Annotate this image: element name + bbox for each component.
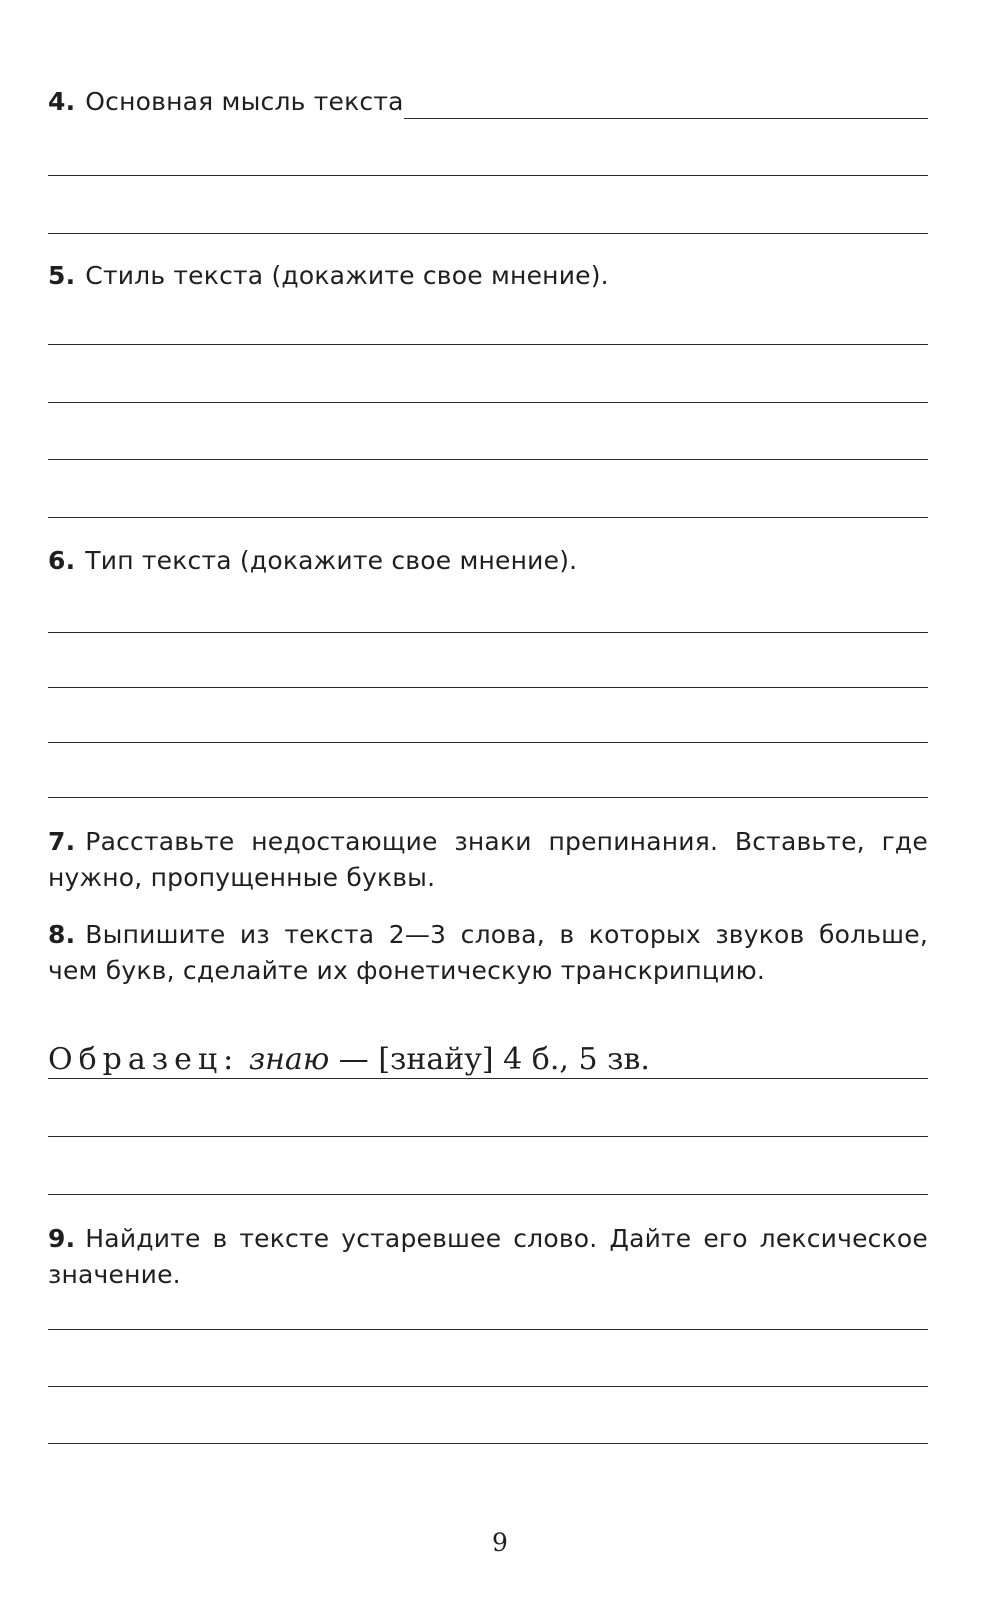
answer-line[interactable]	[48, 402, 928, 403]
sample-word: знаю	[248, 1042, 330, 1077]
answer-line[interactable]	[48, 517, 928, 518]
question-7	[48, 824, 928, 896]
question-number: 5.	[48, 261, 76, 290]
answer-line[interactable]	[404, 118, 928, 119]
question-text: Стиль текста (докажите свое мнение).	[85, 261, 609, 290]
answer-line[interactable]	[48, 687, 928, 688]
sample-dash: —	[338, 1042, 369, 1077]
answer-line[interactable]	[48, 1078, 928, 1079]
question-number: 4.	[48, 87, 76, 116]
question-9	[48, 1221, 928, 1293]
page-number: 9	[492, 1528, 508, 1557]
question-4	[48, 84, 928, 120]
question-text: Выпишите из текста 2—3 слова, в которых звуков больше, чем букв, сделайте их фонетическую транскрипцию.	[48, 920, 928, 985]
sample-label: Образец:	[48, 1042, 240, 1077]
question-number: 8.	[48, 920, 76, 949]
question-8	[48, 917, 928, 989]
answer-line[interactable]	[48, 233, 928, 234]
answer-line[interactable]	[48, 1386, 928, 1387]
answer-line[interactable]	[48, 742, 928, 743]
answer-line[interactable]	[48, 632, 928, 633]
answer-line[interactable]	[48, 1136, 928, 1137]
sample-transcription: [знайу] 4 б., 5 зв.	[378, 1042, 650, 1077]
question-number: 6.	[48, 546, 76, 575]
question-text: Расставьте недостающие знаки препинания. Вставьте, где нужно, пропущенные буквы.	[48, 827, 928, 892]
answer-line[interactable]	[48, 459, 928, 460]
answer-line[interactable]	[48, 344, 928, 345]
question-text: Найдите в тексте устаревшее слово. Дайте его лексическое значение.	[48, 1224, 928, 1289]
question-number: 7.	[48, 827, 76, 856]
question-5	[48, 258, 928, 294]
answer-line[interactable]	[48, 797, 928, 798]
answer-line[interactable]	[48, 1194, 928, 1195]
answer-line[interactable]	[48, 1329, 928, 1330]
question-6	[48, 543, 928, 579]
answer-line[interactable]	[48, 1443, 928, 1444]
question-text: Тип текста (докажите свое мнение).	[85, 546, 578, 575]
answer-line[interactable]	[48, 175, 928, 176]
question-number: 9.	[48, 1224, 76, 1253]
question-text: Основная мысль текста	[85, 87, 404, 116]
sample-example	[48, 1040, 650, 1080]
